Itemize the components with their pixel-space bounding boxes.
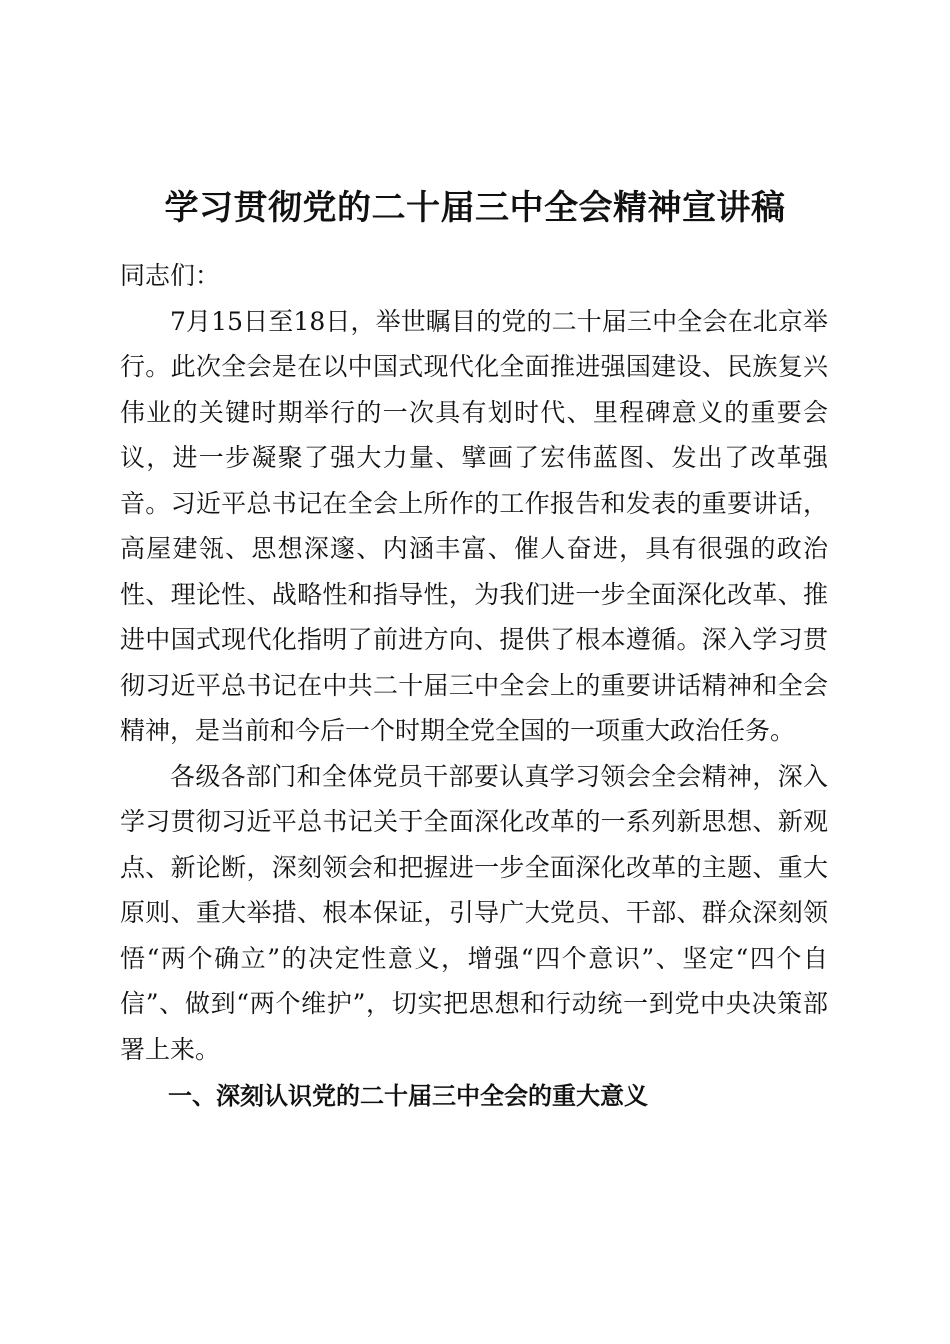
document-title: 学习贯彻党的二十届三中全会精神宣讲稿	[164, 188, 786, 228]
paragraph-2: 各级各部门和全体党员干部要认真学习领会全会精神，深入学习贯彻习近平总书记关于全面深化改革的一系列新思想、新观点、新论断，深刻领会和把握进一步全面深化改革的主题、重大原则、重大举措、根本保证，引导广大党员、干部、群众深刻领悟“两个确立”的决定性意义，增强“四个意识”、坚定“四个自信”、做到“两个维护”，切实把思想和行动统一到党中央决策部署上来。	[120, 761, 828, 1064]
document-body	[120, 253, 828, 1120]
salutation: 同志们：	[120, 261, 221, 290]
section-heading: 一、深刻认识党的二十届三中全会的重大意义	[168, 1082, 648, 1110]
paragraph-1: 7月15日至18日，举世瞩目的党的二十届三中全会在北京举行。此次全会是在以中国式现代化全面推进强国建设、民族复兴伟业的关键时期举行的一次具有划时代、里程碑意义的重要会议，进一步凝聚了强大力量、擘画了宏伟蓝图、发出了改革强音。习近平总书记在全会上所作的工作报告和发表的重要讲话，高屋建瓴、思想深邃、内涵丰富、催人奋进，具有很强的政治性、理论性、战略性和指导性，为我们进一步全面深化改革、推进中国式现代化指明了前进方向、提供了根本遵循。深入学习贯彻习近平总书记在中共二十届三中全会上的重要讲话精神和全会精神，是当前和今后一个时期全党全国的一项重大政治任务。	[120, 306, 828, 745]
